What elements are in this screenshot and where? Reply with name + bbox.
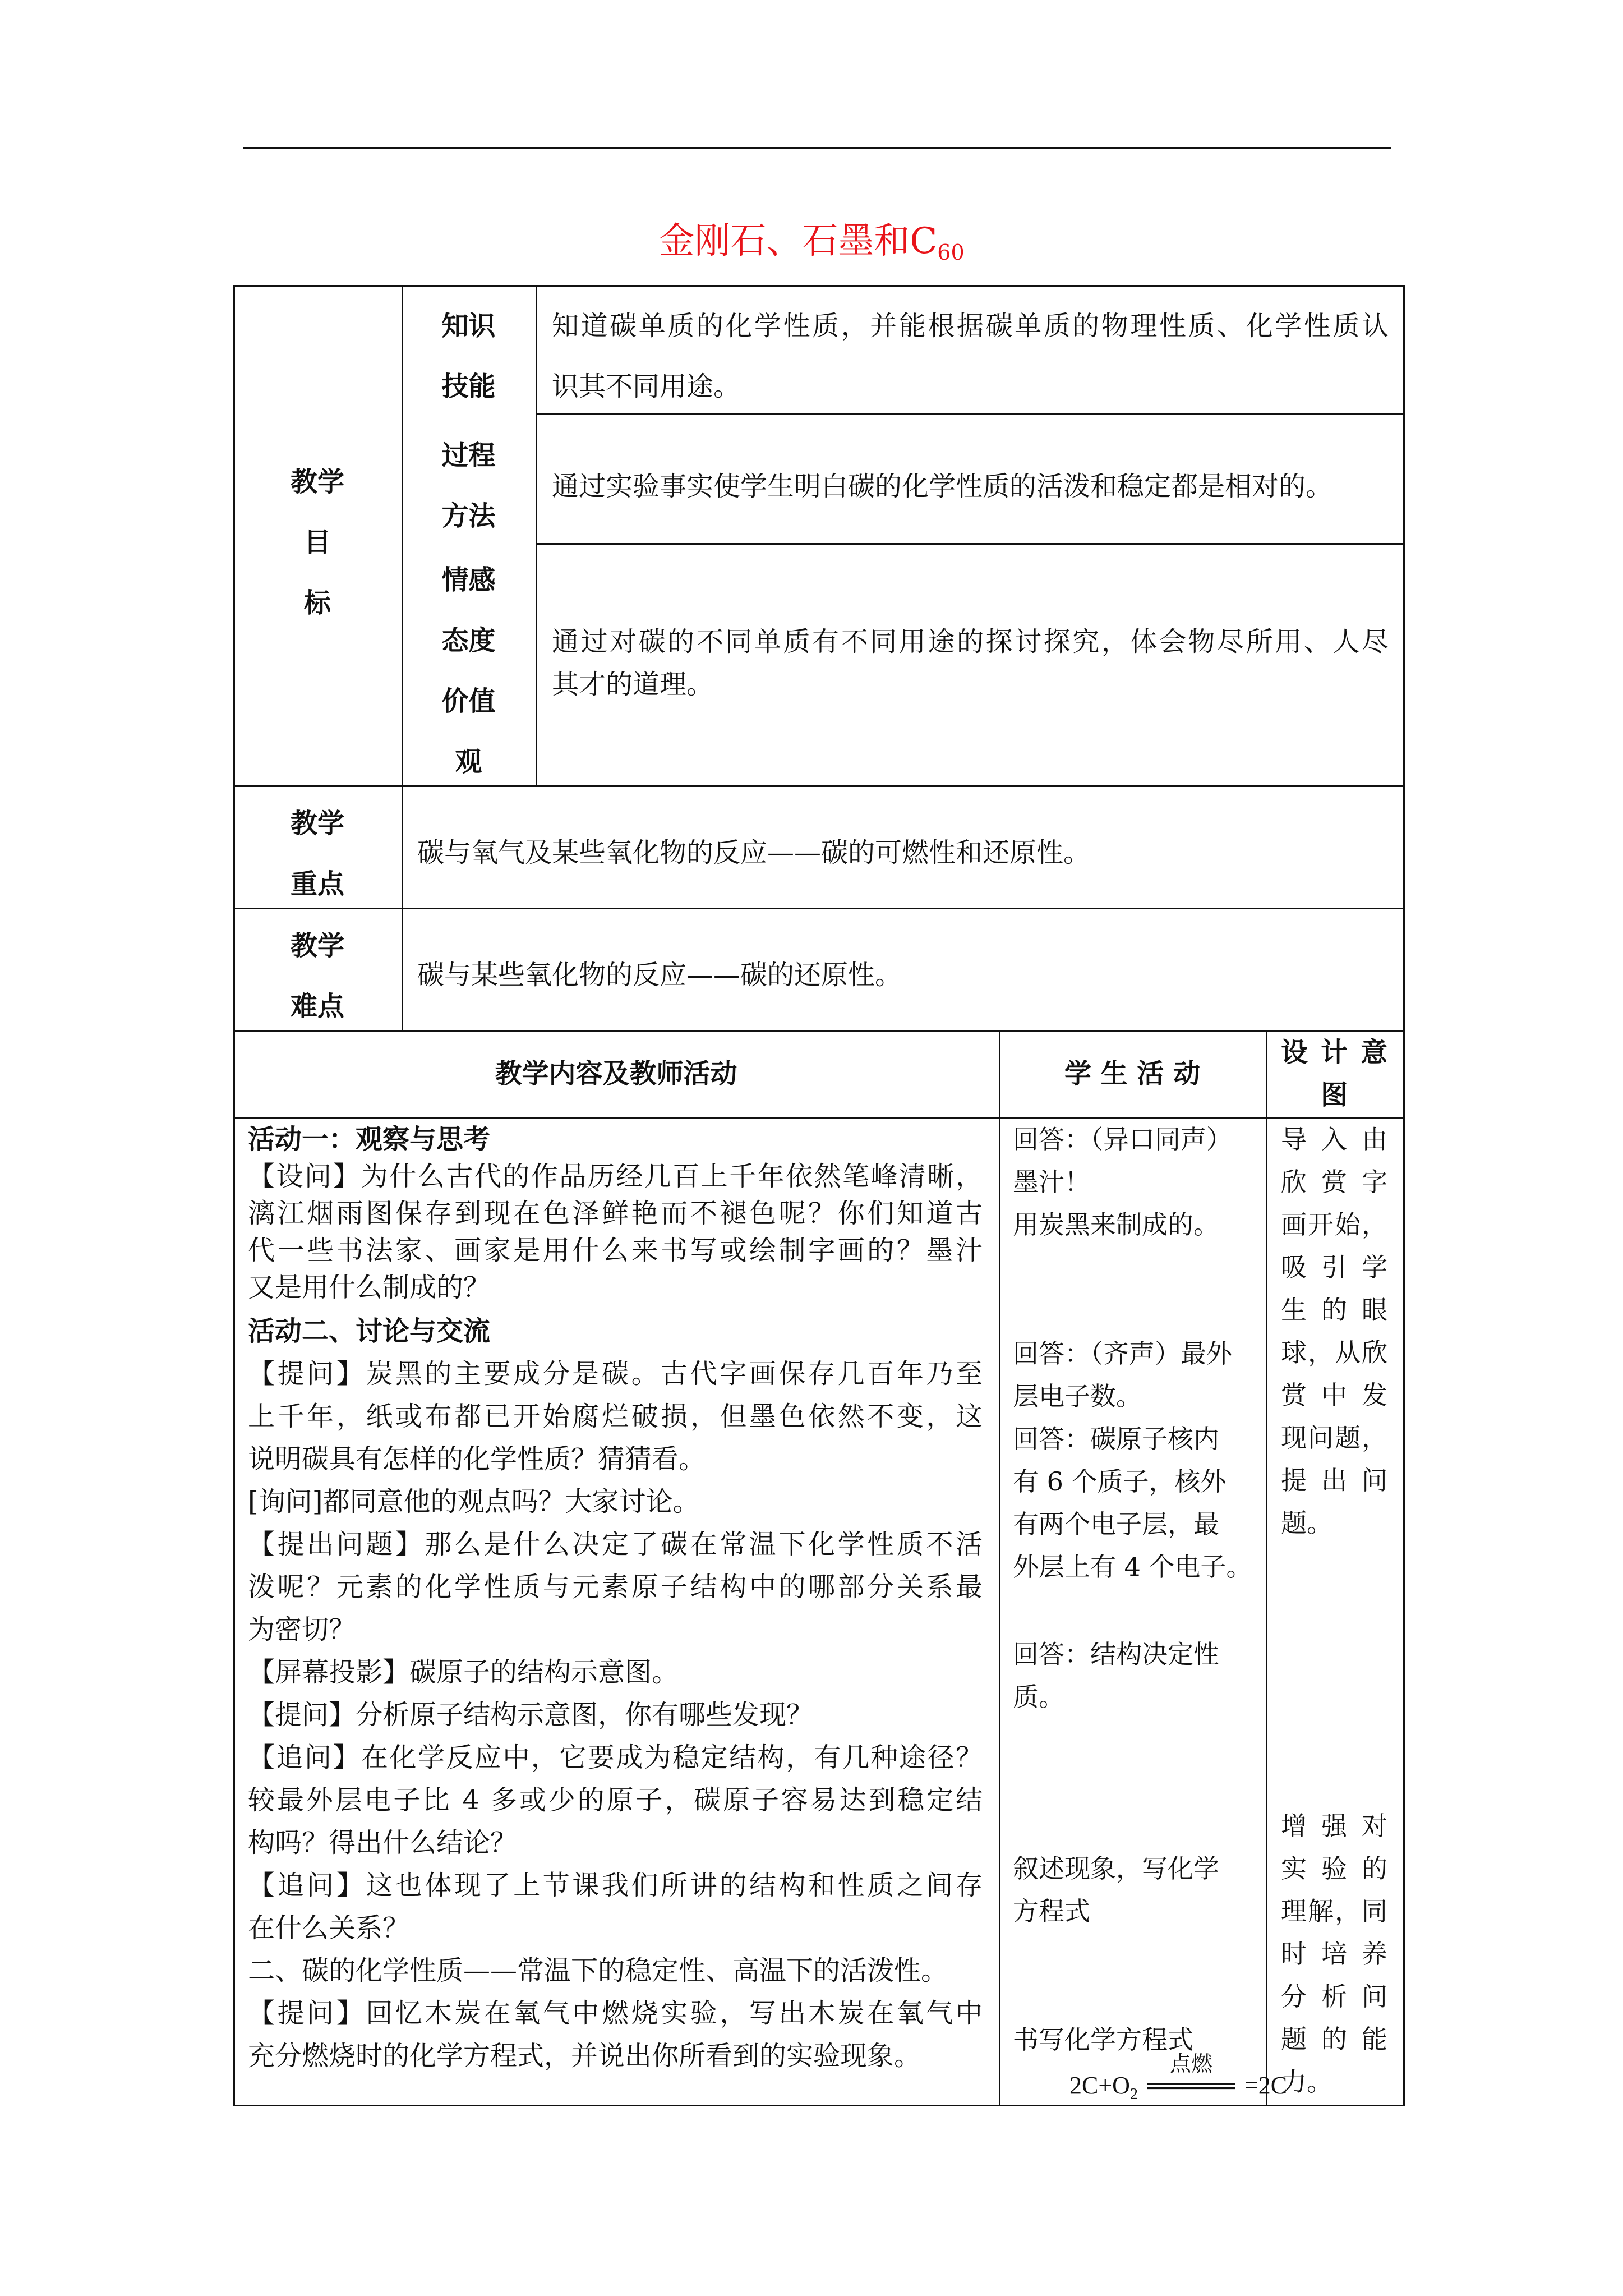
text-line: 力。 <box>1281 2067 1332 2097</box>
text-line: 较最外层电子比 4 多或少的原子，碳原子容易达到稳定结 <box>248 1784 983 1816</box>
activity1 <box>248 1121 983 1306</box>
text-line: 叙述现象，写化学 <box>1013 1853 1219 1884</box>
text-line: 【提出问题】那么是什么决定了碳在常温下化学性质不活 <box>248 1529 983 1560</box>
student-answer <box>1013 1847 1251 1932</box>
objective-label-knowledge: 知识 技能 <box>441 310 496 402</box>
student-answer <box>1013 1118 1251 1246</box>
chemical-equation: $2C+O_2$ 点燃 ═════ =2C <box>1069 2053 1288 2103</box>
key-point-text: 碳与氧气及某些氧化物的反应——碳的可燃性和还原性。 <box>417 837 1091 868</box>
text-line: 构吗？得出什么结论？ <box>248 1827 518 1858</box>
text-line: 时 培 养 <box>1281 1939 1387 1969</box>
header-design: 设 计 意 图 <box>1281 1037 1387 1111</box>
text-line: 【提问】分析原子结构示意图，你有哪些发现？ <box>248 1699 814 1731</box>
text-line: 实 验 的 <box>1281 1853 1387 1884</box>
text-line: 理解，同 <box>1281 1896 1387 1926</box>
text-line: 用炭黑来制成的。 <box>1013 1209 1219 1240</box>
text-line: 墨汁！ <box>1013 1167 1090 1197</box>
text-line: 吸 引 学 <box>1281 1252 1387 1282</box>
text-line: 外层上有 4 个电子。 <box>1013 1552 1252 1582</box>
text-line: 【追问】这也体现了上节课我们所讲的结构和性质之间存 <box>248 1870 983 1901</box>
objective-label-process: 过程 方法 <box>441 440 496 532</box>
difficulty-text: 碳与某些氧化物的反应——碳的还原性。 <box>417 959 902 991</box>
text-line: 赏 中 发 <box>1281 1380 1387 1410</box>
text-line: 【提问】炭黑的主要成分是碳。古代字画保存几百年乃至 <box>248 1358 983 1389</box>
text-line: 说明碳具有怎样的化学性质？猜猜看。 <box>248 1443 706 1475</box>
text-line: 球，从欣 <box>1281 1337 1387 1368</box>
difficulty-label: 教学 难点 <box>290 930 344 1022</box>
text-line: 回答：碳原子核内 <box>1013 1424 1219 1454</box>
text-line: 代一些书法家、画家是用什么来书写或绘制字画的？墨汁 <box>248 1235 983 1266</box>
text-line: 生 的 眼 <box>1281 1295 1387 1325</box>
text-line: 在什么关系？ <box>248 1912 410 1944</box>
objective-text-emotion: 通过对碳的不同单质有不同用途的探讨探究，体会物尽所用、人尽 其才的道理。 <box>552 626 1389 700</box>
text-line: 有两个电子层，最 <box>1013 1509 1219 1539</box>
text-line: 上千年，纸或布都已开始腐烂破损，但墨色依然不变，这 <box>248 1401 983 1432</box>
header-content: 教学内容及教师活动 <box>495 1058 737 1089</box>
table-border <box>233 285 1405 287</box>
text-line: 【提问】回忆木炭在氧气中燃烧实验，写出木炭在氧气中 <box>248 1998 983 2029</box>
text-line: 质。 <box>1013 1682 1064 1712</box>
text-line: 增 强 对 <box>1281 1811 1387 1841</box>
text-line: 分 析 问 <box>1281 1981 1387 2012</box>
text-line: 欣 赏 字 <box>1281 1167 1387 1197</box>
activity1-title: 活动一：观察与思考 <box>248 1124 491 1155</box>
design-intent <box>1281 1118 1387 1544</box>
objective-text-process: 通过实验事实使学生明白碳的化学性质的活泼和稳定都是相对的。 <box>552 471 1333 502</box>
table-border <box>233 1030 1405 1032</box>
text-line: 现问题， <box>1281 1423 1387 1453</box>
objective-text-knowledge: 知道碳单质的化学性质，并能根据碳单质的物理性质、化学性质认 识其不同用途。 <box>552 310 1389 402</box>
table-border <box>1403 285 1405 2106</box>
text-line: 充分燃烧时的化学方程式，并说出你所看到的实验现象。 <box>248 2040 921 2072</box>
text-line: 层电子数。 <box>1013 1381 1142 1411</box>
header-rule <box>243 147 1391 149</box>
objective-label-emotion: 情感 态度 价值 观 <box>441 564 496 777</box>
table-border <box>536 543 1405 545</box>
student-answer <box>1013 1332 1251 1418</box>
table-border <box>233 908 1405 909</box>
text-line: 有 6 个质子，核外 <box>1013 1466 1227 1497</box>
text-line: 回答：（异口同声） <box>1013 1124 1232 1154</box>
text-line: 又是用什么制成的？ <box>248 1272 491 1303</box>
text-line: 题。 <box>1281 1508 1332 1538</box>
text-line: 泼呢？元素的化学性质与元素原子结构中的哪部分关系最 <box>248 1571 983 1603</box>
table-border <box>999 1030 1000 2106</box>
text-line: [询问]都同意他的观点吗？大家讨论。 <box>248 1486 700 1517</box>
text-line: 书写化学方程式 <box>1013 2024 1193 2055</box>
text-line: 【屏幕投影】碳原子的结构示意图。 <box>248 1657 679 1688</box>
key-point-label: 教学 重点 <box>290 808 344 900</box>
text-line: 画开始， <box>1281 1209 1387 1240</box>
text-line: 【追问】在化学反应中，它要成为稳定结构，有几种途径？ <box>248 1742 983 1773</box>
text-line: 提 出 问 <box>1281 1465 1387 1496</box>
design-intent <box>1281 1805 1387 2103</box>
student-answer <box>1013 1418 1251 1588</box>
text-line: 二、碳的化学性质——常温下的稳定性、高温下的活泼性。 <box>248 1955 948 1986</box>
text-line: 题 的 能 <box>1281 2024 1387 2054</box>
activity2 <box>248 1310 983 2077</box>
header-student: 学 生 活 动 <box>1064 1058 1201 1089</box>
text-line: 回答：结构决定性 <box>1013 1639 1219 1669</box>
activity2-title: 活动二、讨论与交流 <box>248 1315 491 1347</box>
table-border <box>1266 1030 1267 2106</box>
student-answer <box>1013 1633 1251 1718</box>
page-title: 金刚石、石墨和$C_{60}$ <box>658 220 965 265</box>
text-line: 回答：（齐声）最外 <box>1013 1338 1232 1369</box>
objectives-group-label: 教学 目 标 <box>290 466 344 619</box>
text-line: 导 入 由 <box>1281 1124 1387 1154</box>
text-line: 方程式 <box>1013 1896 1090 1926</box>
text-line: 为密切？ <box>248 1614 356 1645</box>
text-line: 【设问】为什么古代的作品历经几百上千年依然笔峰清晰， <box>248 1161 983 1192</box>
text-line: 漓江烟雨图保存到现在色泽鲜艳而不褪色呢？你们知道古 <box>248 1198 983 1229</box>
table-border <box>536 285 537 787</box>
